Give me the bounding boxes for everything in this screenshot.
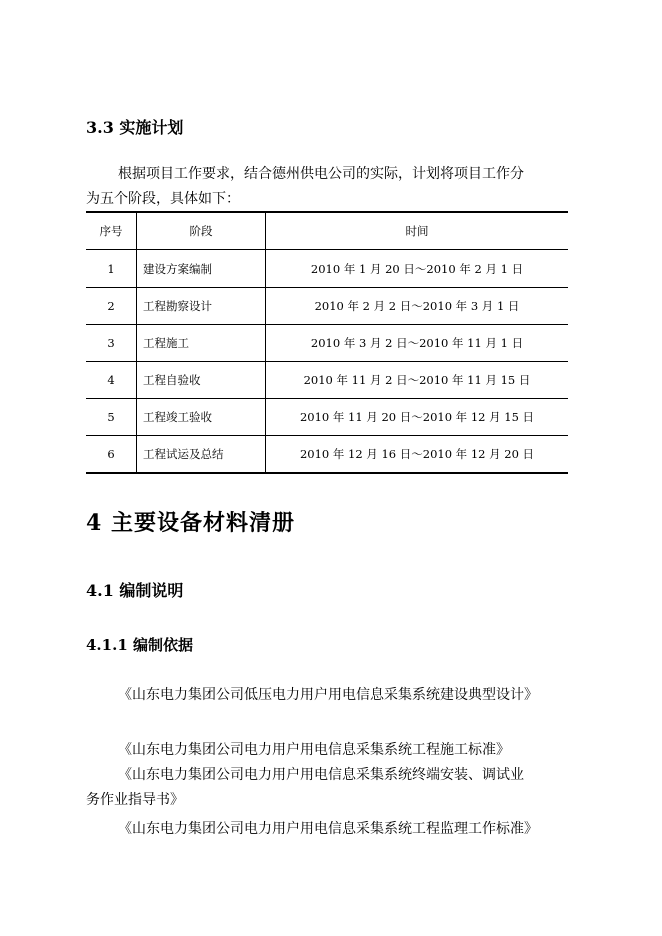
implementation-plan-table [86, 211, 568, 474]
section-heading-3-3: 3.3 实施计划 [86, 118, 184, 137]
table-row [86, 399, 568, 436]
table-row [86, 288, 568, 325]
intro-paragraph-line-1: 根据项目工作要求，结合德州供电公司的实际，计划将项目工作分 [118, 166, 524, 182]
row-time: 2010 年 1 月 20 日～2010 年 2 月 1 日 [266, 250, 569, 288]
row-stage: 工程试运及总结 [137, 436, 266, 474]
row-time: 2010 年 3 月 2 日～2010 年 11 月 1 日 [266, 325, 569, 362]
row-number: 4 [86, 362, 137, 399]
reference-2: 《山东电力集团公司电力用户用电信息采集系统工程施工标准》 [118, 742, 510, 758]
intro-paragraph-line-2: 为五个阶段，具体如下： [86, 191, 240, 207]
row-number: 6 [86, 436, 137, 474]
row-number: 1 [86, 250, 137, 288]
table-row [86, 362, 568, 399]
row-time: 2010 年 12 月 16 日～2010 年 12 月 20 日 [266, 436, 569, 474]
reference-4: 《山东电力集团公司电力用户用电信息采集系统工程监理工作标准》 [118, 821, 538, 837]
table-header-row [86, 212, 568, 250]
row-stage: 工程竣工验收 [137, 399, 266, 436]
reference-3-line-2: 务作业指导书》 [86, 792, 184, 808]
header-time: 时间 [266, 212, 569, 250]
row-time: 2010 年 11 月 2 日～2010 年 11 月 15 日 [266, 362, 569, 399]
row-time: 2010 年 2 月 2 日～2010 年 3 月 1 日 [266, 288, 569, 325]
reference-1: 《山东电力集团公司低压电力用户用电信息采集系统建设典型设计》 [118, 687, 538, 703]
row-stage: 建设方案编制 [137, 250, 266, 288]
table-row [86, 325, 568, 362]
row-number: 2 [86, 288, 137, 325]
row-stage: 工程勘察设计 [137, 288, 266, 325]
table-row [86, 250, 568, 288]
row-number: 3 [86, 325, 137, 362]
row-stage: 工程施工 [137, 325, 266, 362]
header-number: 序号 [86, 212, 137, 250]
chapter-heading-4: 4 主要设备材料清册 [86, 510, 295, 536]
table-row [86, 436, 568, 474]
reference-3-line-1: 《山东电力集团公司电力用户用电信息采集系统终端安装、调试业 [118, 767, 524, 783]
row-stage: 工程自验收 [137, 362, 266, 399]
header-stage: 阶段 [137, 212, 266, 250]
row-number: 5 [86, 399, 137, 436]
row-time: 2010 年 11 月 20 日～2010 年 12 月 15 日 [266, 399, 569, 436]
section-heading-4-1-1: 4.1.1 编制依据 [86, 636, 193, 654]
section-heading-4-1: 4.1 编制说明 [86, 581, 184, 600]
